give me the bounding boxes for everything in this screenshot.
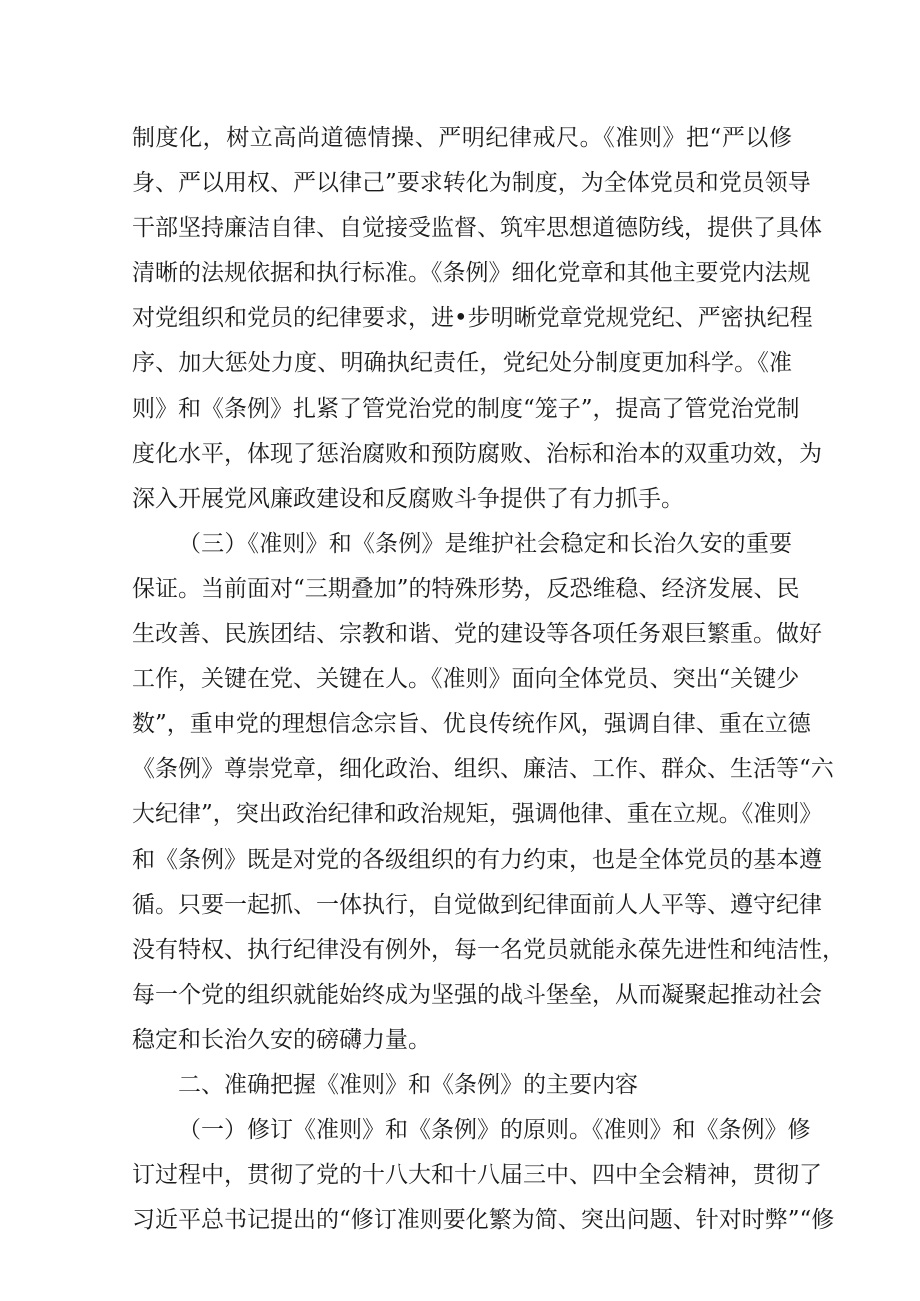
text-line: 则》和《条例》扎紧了管党治党的制度“笼子”，提高了管党治党制 [132,395,800,422]
text-line: 清晰的法规依据和执行标准。《条例》细化党章和其他主要党内法规 [132,260,811,287]
text-line: 身、严以用权、严以律己”要求转化为制度，为全体党员和党员领导 [132,170,811,197]
text-line: 循。只要一起抓、一体执行，自觉做到纪律面前人人平等、遵守纪律 [132,891,822,918]
text-line: 和《条例》既是对党的各级组织的有力约束，也是全体党员的基本遵 [132,846,822,873]
paragraph-start-line: （三）《准则》和《条例》是维护社会稳定和长治久安的重要 [178,530,792,557]
text-line: 没有特权、执行纪律没有例外，每一名党员就能永葆先进性和纯洁性， [132,936,845,963]
text-line: 干部坚持廉洁自律、自觉接受监督、筑牢思想道德防线，提供了具体 [132,215,822,242]
text-line: 生改善、民族团结、宗教和谐、党的建设等各项任务艰巨繁重。做好 [132,621,822,648]
text-line: 大纪律”，突出政治纪律和政治规矩，强调他律、重在立规。《准则》 [132,801,823,828]
section-heading: 二、准确把握《准则》和《条例》的主要内容 [178,1071,638,1098]
text-line: 深入开展党风廉政建设和反腐败斗争提供了有力抓手。 [132,485,684,512]
text-line: 每一个党的组织就能始终成为坚强的战斗堡垒，从而凝聚起推动社会 [132,981,822,1008]
text-line: 稳定和长治久安的磅礴力量。 [132,1026,431,1053]
paragraph-start-line: （一）修订《准则》和《条例》的原则。《准则》和《条例》修 [178,1117,811,1144]
text-line: 习近平总书记提出的“修订准则要化繁为简、突出问题、针对时弊”“修 [132,1207,835,1234]
text-line: 数”，重申党的理想信念宗旨、优良传统作风，强调自律、重在立德 [132,711,811,738]
text-line: 对党组织和党员的纪律要求，进•步明晰党章党规党纪、严密执纪程 [132,305,813,332]
document-body [132,116,845,1243]
text-line: 制度化，树立高尚道德情操、严明纪律戒尺。《准则》把“严以修 [132,125,792,151]
text-line: 度化水平，体现了惩治腐败和预防腐败、治标和治本的双重功效，为 [132,440,822,467]
text-line: 序、加大惩处力度、明确执纪责任，党纪处分制度更加科学。《准 [132,350,792,377]
text-line: 工作，关键在党、关键在人。《准则》面向全体党员、突出“关键少 [132,666,800,693]
text-line: 《条例》尊崇党章，细化政治、组织、廉洁、工作、群众、生活等“六 [132,756,834,783]
text-line: 订过程中，贯彻了党的十八大和十八届三中、四中全会精神，贯彻了 [132,1162,822,1189]
text-line: 保证。当前面对“三期叠加”的特殊形势，反恐维稳、经济发展、民 [132,575,800,602]
